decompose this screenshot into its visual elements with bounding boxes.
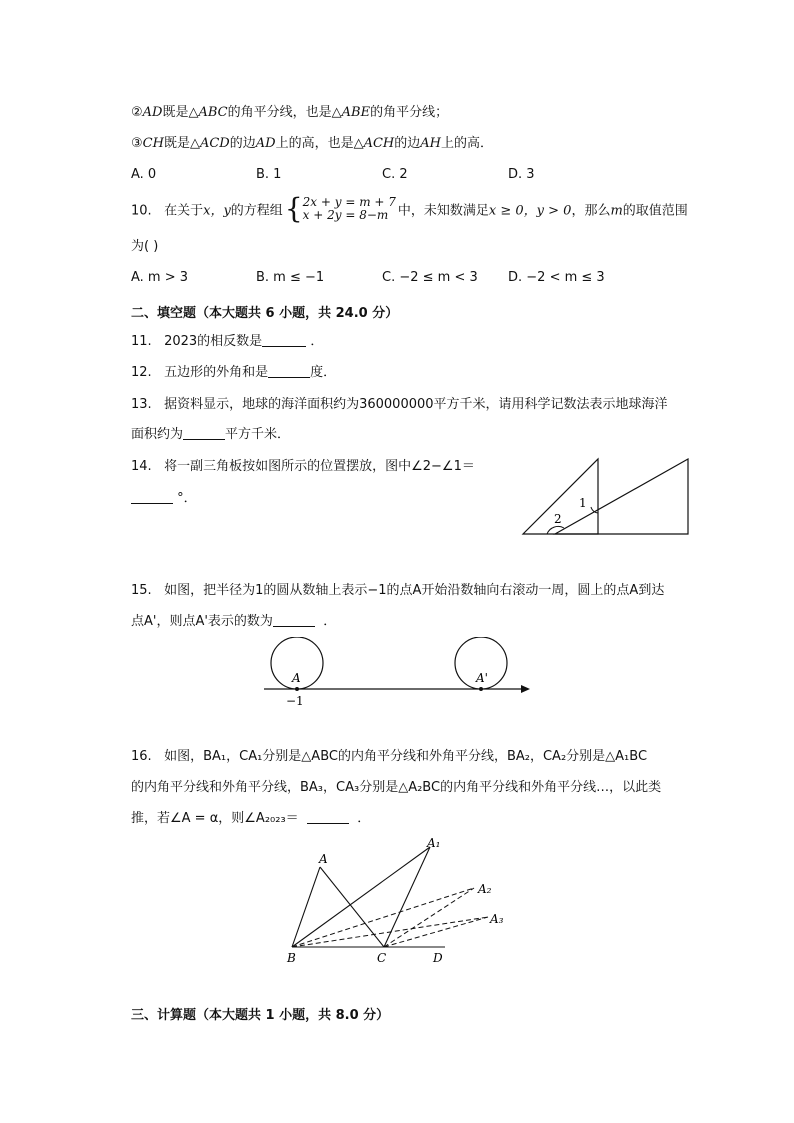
label-a: A <box>292 671 301 685</box>
q16-angle-bisector-figure <box>282 835 512 967</box>
q13-line2: 面积约为 平方千米． <box>131 427 291 442</box>
label-a2: A₂ <box>478 882 492 896</box>
label-a3: A₃ <box>490 912 504 926</box>
q16-line3: 推，若∠A = α，则∠A₂₀₂₃＝ ． <box>131 811 371 826</box>
label-d: D <box>433 951 443 965</box>
q9-option-b[interactable]: B. 1 <box>256 167 282 182</box>
q15-line2: 点A'，则点A'表示的数为 ． <box>131 614 337 629</box>
answer-blank[interactable] <box>183 426 225 440</box>
q10-option-b[interactable]: B. m ≤ −1 <box>256 270 325 285</box>
segment-ba1 <box>292 847 430 947</box>
q9-option-c[interactable]: C. 2 <box>382 167 408 182</box>
segment-ca3 <box>384 917 488 947</box>
answer-blank[interactable] <box>131 490 173 504</box>
answer-blank[interactable] <box>307 810 349 824</box>
q16-line2: 的内角平分线和外角平分线，BA₃，CA₃分别是△A₂BC的内角平分线和外角平分线…，以此类 <box>131 780 662 795</box>
q10-stem-line2: 为( ) <box>131 239 159 254</box>
q9-option-a[interactable]: A. 0 <box>131 167 157 182</box>
statement-2: ②AD既是△ABC的角平分线，也是△ABE的角平分线； <box>131 105 449 120</box>
q12: 12. 五边形的外角和是 度． <box>131 365 337 380</box>
axis-arrow <box>521 685 530 693</box>
label-neg1: −1 <box>286 694 304 708</box>
q16: 16. 如图，BA₁，CA₁分别是△ABC的内角平分线和外角平分线，BA₂，CA₂分别是△A₁BC <box>131 749 648 764</box>
segment-ba3 <box>292 917 488 947</box>
section-heading-calculation: 三、计算题（本大题共 1 小题，共 8.0 分） <box>131 1008 390 1023</box>
q10-option-d[interactable]: D. −2 < m ≤ 3 <box>508 270 605 285</box>
label-a-prime: A' <box>476 671 488 685</box>
segment-ab <box>292 867 320 947</box>
label-a1: A₁ <box>427 836 441 850</box>
q14-line2: °． <box>131 490 197 508</box>
answer-blank[interactable] <box>273 613 315 627</box>
segment-ac <box>320 867 384 947</box>
section-heading-fill-in: 二、填空题（本大题共 6 小题，共 24.0 分） <box>131 306 399 321</box>
triangle-30-60 <box>555 459 688 534</box>
q13: 13. 据资料显示，地球的海洋面积约为360000000平方千米，请用科学记数法表示地球海洋 <box>131 397 668 412</box>
q15: 15. 如图，把半径为1的圆从数轴上表示−1的点A开始沿数轴向右滚动一周，圆上的点A到达 <box>131 583 665 598</box>
answer-blank[interactable] <box>268 364 310 378</box>
answer-blank[interactable] <box>262 333 306 347</box>
q15-number-line-figure <box>258 637 536 712</box>
q11: 11. 2023的相反数是 ． <box>131 334 324 349</box>
segment-ba2 <box>292 888 474 947</box>
point-a <box>295 687 299 691</box>
label-c: C <box>377 951 387 965</box>
label-b: B <box>287 951 296 965</box>
q10-stem: 10. 在关于x，y的方程组{2x + y = m + 7 x + 2y = 8−m 中，未知数满足x ≥ 0，y > 0，那么m的取值范围 <box>131 192 688 225</box>
statement-3: ③CH既是△ACD的边AD上的高，也是△ACH的边AH上的高． <box>131 136 494 151</box>
label-a: A <box>319 852 328 866</box>
q10-option-a[interactable]: A. m > 3 <box>131 270 189 285</box>
q14-triangle-figure <box>520 455 695 540</box>
angle-label-2: 2 <box>554 512 562 526</box>
q10-option-c[interactable]: C. −2 ≤ m < 3 <box>382 270 478 285</box>
angle-label-1: 1 <box>579 496 587 510</box>
point-a-prime <box>479 687 483 691</box>
q9-option-d[interactable]: D. 3 <box>508 167 535 182</box>
q14: 14. 将一副三角板按如图所示的位置摆放，图中∠2−∠1＝ <box>131 459 475 474</box>
equation-system: {2x + y = m + 7 x + 2y = 8−m <box>284 192 396 225</box>
